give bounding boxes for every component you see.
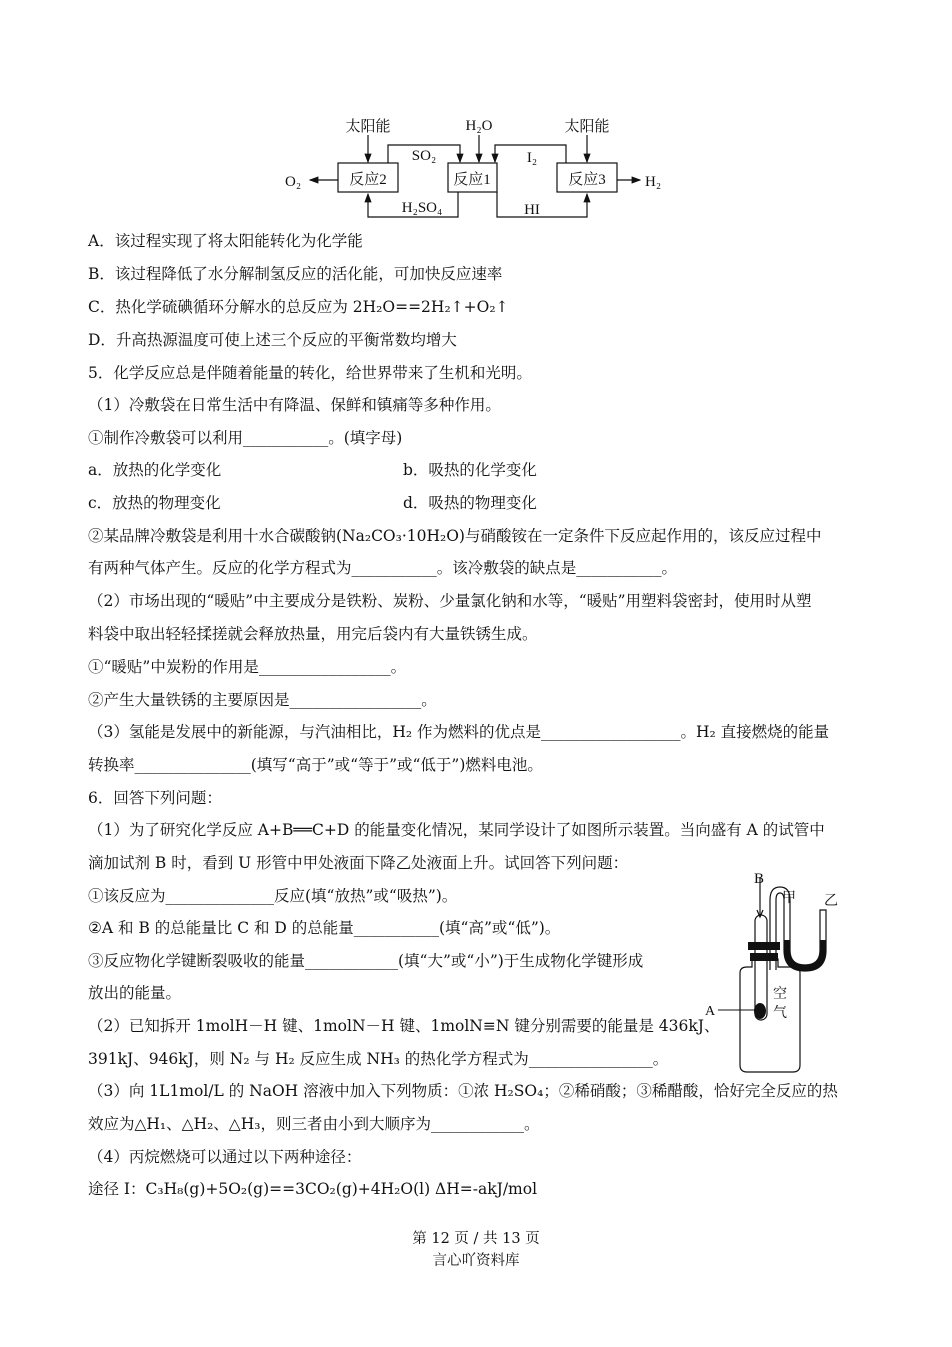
option-b: B．该过程降低了水分解制氢反应的活化能，可加快反应速率: [88, 265, 503, 283]
q6-part1: （1）为了研究化学反应 A+B══C+D 的能量变化情况，某同学设计了如图所示装置。当向盛有 A 的试管中: [88, 821, 825, 839]
solar-energy-label: 太阳能: [345, 119, 391, 135]
option-a: A．该过程实现了将太阳能转化为化学能: [88, 232, 363, 250]
so2-label: SO₂: [411, 148, 437, 164]
q6-part4: （4）丙烷燃烧可以通过以下两种途径：: [88, 1148, 362, 1166]
q6-part1-sub3: ③反应物化学键断裂吸收的能量____________(填“大”或“小”)于生成物化学键形成: [88, 952, 644, 970]
option-d: D．升高热源温度可使上述三个反应的平衡常数均增大: [88, 331, 457, 349]
choice-a: a．放热的化学变化: [88, 461, 222, 479]
reagent-a: [754, 1003, 766, 1019]
page-number: 第 12 页 / 共 13 页: [412, 1231, 540, 1247]
water-label: H₂O: [465, 118, 493, 134]
bottle: [740, 959, 800, 1072]
q6-part2-cont: 391kJ、946kJ，则 N₂ 与 H₂ 反应生成 NH₃ 的热化学方程式为________________。: [88, 1050, 669, 1068]
solar-energy-label: 太阳能: [564, 119, 610, 135]
question-5-title: 5．化学反应总是伴随着能量的转化，给世界带来了生机和光明。: [88, 364, 532, 382]
label-jia: 甲: [782, 891, 796, 906]
q5-part2-cont: 料袋中取出轻轻揉搓就会释放热量，用完后袋内有大量铁锈生成。: [88, 625, 538, 643]
q6-part4-route1: 途径 I：C₃H₈(g)+5O₂(g)==3CO₂(g)+4H₂O(l) ΔH=-akJ/mol: [88, 1180, 538, 1198]
label-a: A: [705, 1004, 716, 1019]
choice-d: d．吸热的物理变化: [403, 494, 537, 512]
q5-part2: （2）市场出现的“暖贴”中主要成分是铁粉、炭粉、少量氯化钠和水等，“暖贴”用塑料袋密封，使用时从塑: [88, 592, 812, 610]
q5-part2-sub2: ②产生大量铁锈的主要原因是_________________。: [88, 691, 437, 709]
q5-part3-cont: 转换率_______________(填写“高于”或“等于”或“低于”)燃料电池。: [88, 756, 543, 774]
h2so4-label: H₂SO₄: [401, 200, 443, 216]
question-6-title: 6．回答下列问题：: [88, 789, 222, 807]
q6-part1-sub3-cont: 放出的能量。: [88, 984, 182, 1002]
q5-part1-sub1: ①制作冷敷袋可以利用___________。(填字母): [88, 429, 403, 447]
label-b: B: [754, 871, 765, 887]
choice-b: b．吸热的化学变化: [403, 461, 537, 479]
q5-part1-sub2-cont: 有两种气体产生。反应的化学方程式为___________。该冷敷袋的缺点是___________。: [88, 559, 678, 577]
o2-label: O₂: [285, 174, 302, 190]
apparatus-figure: [700, 865, 860, 1075]
label-yi: 乙: [824, 894, 838, 909]
i2-label: I₂: [526, 150, 538, 166]
reaction1-label: 反应1: [453, 172, 491, 188]
reaction3-label: 反应3: [568, 172, 606, 188]
q6-part1-sub2: ②A 和 B 的总能量比 C 和 D 的总能量___________(填“高”或“低”)。: [88, 919, 561, 937]
reaction2-label: 反应2: [349, 172, 387, 188]
sulfur-iodine-cycle-diagram: [280, 110, 680, 225]
h2-label: H₂: [645, 174, 662, 190]
q6-part1-sub1: ①该反应为______________反应(填“放热”或“吸热”)。: [88, 887, 458, 905]
stopper: [748, 942, 780, 950]
hi-label: HI: [524, 202, 540, 218]
label-air: 气: [773, 1006, 787, 1021]
footer-source: 言心吖资料库: [432, 1253, 520, 1269]
option-c: C．热化学硫碘循环分解水的总反应为 2H₂O==2H₂↑+O₂↑: [88, 298, 509, 316]
q6-part1-cont: 滴加试剂 B 时，看到 U 形管中甲处液面下降乙处液面上升。试回答下列问题：: [88, 854, 629, 872]
choice-c: c．放热的物理变化: [88, 494, 221, 512]
q5-part1: （1）冷敷袋在日常生活中有降温、保鲜和镇痛等多种作用。: [88, 396, 501, 414]
q6-part2: （2）已知拆开 1molH－H 键、1molN－H 键、1molN≡N 键分别需要的能量是 436kJ、: [88, 1017, 720, 1035]
q5-part3: （3）氢能是发展中的新能源，与汽油相比，H₂ 作为燃料的优点是__________________。H₂ 直接燃烧的能量: [88, 723, 830, 741]
q6-part3: （3）向 1L1mol/L 的 NaOH 溶液中加入下列物质：①浓 H₂SO₄；②稀硝酸；③稀醋酸，恰好完全反应的热: [88, 1082, 838, 1100]
label-air: 空: [773, 987, 787, 1002]
q5-part2-sub1: ①“暖贴”中炭粉的作用是_________________。: [88, 658, 407, 676]
q5-part1-sub2: ②某品牌冷敷袋是利用十水合碳酸钠(Na₂CO₃·10H₂O)与硝酸铵在一定条件下反应起作用的，该反应过程中: [88, 527, 822, 545]
q6-part3-cont: 效应为△H₁、△H₂、△H₃，则三者由小到大顺序为____________。: [88, 1115, 540, 1133]
